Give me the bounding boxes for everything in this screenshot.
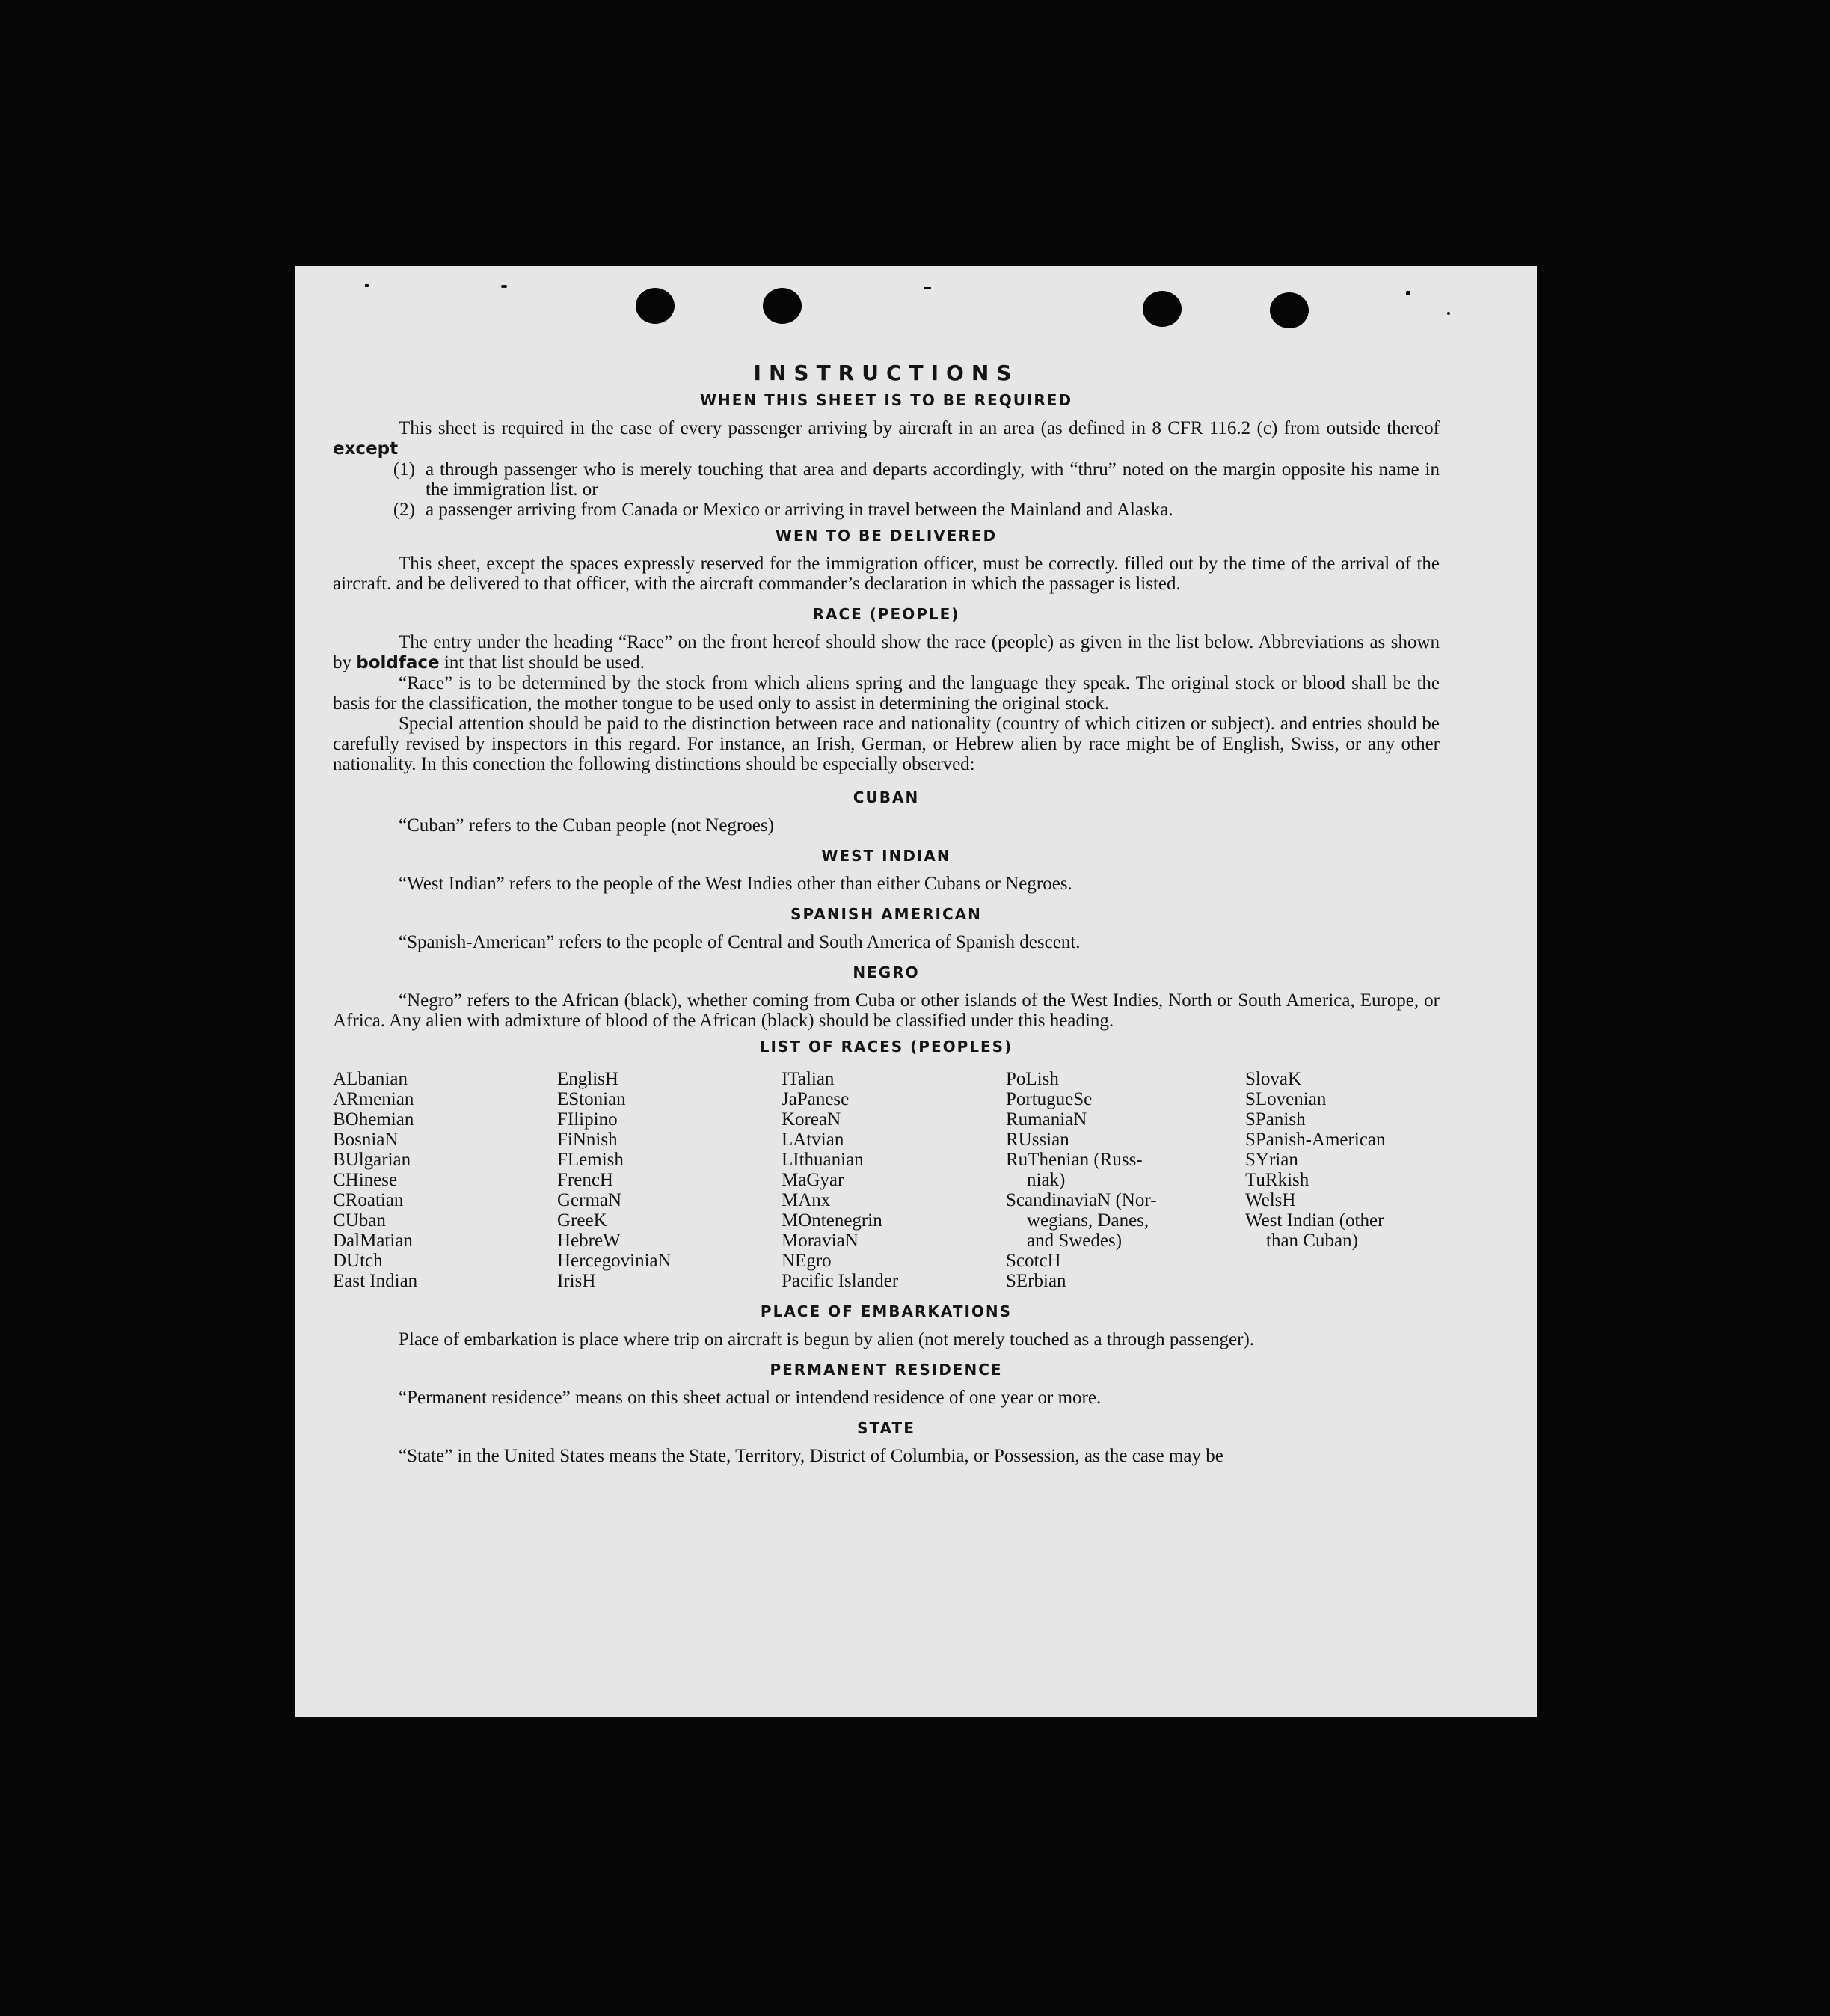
heading-race: RACE (PEOPLE) [812, 605, 960, 623]
race-entry: ARmenian [333, 1089, 414, 1109]
speck [365, 284, 369, 287]
race-entry: SErbian [1006, 1271, 1066, 1291]
bold-term: boldface [356, 653, 440, 672]
heading-residence: PERMANENT RESIDENCE [770, 1361, 1003, 1379]
race-entry: Pacific Islander [782, 1271, 899, 1291]
paragraph-when-required: This sheet is required in the case of every passenger arriving by aircraft in an area (as defined in 8 CFR 116.2 (c) from outside thereof except [333, 418, 1440, 459]
race-entry: MoraviaN [782, 1231, 859, 1251]
punch-hole [1270, 292, 1309, 328]
race-entry: SlovaK [1245, 1069, 1301, 1089]
paragraph-negro: “Negro” refers to the African (black), whether coming from Cuba or other islands of the West Indies, North or South America, Europe, or Africa. Any alien with admixture of blood of the African (black) should be classified under this heading. [333, 990, 1440, 1031]
punch-hole [636, 288, 675, 324]
race-entry: PortugueSe [1006, 1089, 1093, 1109]
list-item: (1) a through passenger who is merely touching that area and departs accordingly, with “thru” noted on the margin opposite his name in the immigration list. or [393, 459, 1440, 500]
race-entry: CUban [333, 1210, 386, 1231]
race-entry: RuThenian (Russ- [1006, 1150, 1143, 1170]
heading-cuban: CUBAN [853, 788, 920, 806]
heading-west-indian: WEST INDIAN [821, 847, 951, 865]
race-entry: FIlipino [557, 1109, 618, 1130]
race-entry: FiNnish [557, 1130, 618, 1150]
race-entry: FLemish [557, 1150, 624, 1170]
race-entry: RUssian [1006, 1130, 1069, 1150]
race-entry: MAnx [782, 1190, 831, 1210]
race-entry: RumaniaN [1006, 1109, 1087, 1130]
heading-when-delivered: WEN TO BE DELIVERED [775, 527, 998, 545]
document-sheet [295, 266, 1537, 1717]
race-entry: ScandinaviaN (Nor- [1006, 1190, 1157, 1210]
speck [1447, 312, 1450, 315]
race-entry: BUlgarian [333, 1150, 411, 1170]
race-entry: EnglisH [557, 1069, 618, 1089]
race-entry: TuRkish [1245, 1170, 1309, 1190]
race-entry: NEgro [782, 1251, 832, 1271]
race-entry: PoLish [1006, 1069, 1059, 1089]
list-item: (2) a passenger arriving from Canada or Mexico or arriving in travel between the Mainland and Alaska. [393, 500, 1173, 520]
paragraph-state: “State” in the United States means the State, Territory, District of Columbia, or Possession, as the case may be [399, 1446, 1223, 1466]
paragraph-embarkation: Place of embarkation is place where trip on aircraft is begun by alien (not merely touched as a through passenger). [399, 1329, 1255, 1349]
race-entry: SLovenian [1245, 1089, 1327, 1109]
heading-embarkation: PLACE OF EMBARKATIONS [760, 1302, 1013, 1320]
race-entry: DalMatian [333, 1231, 413, 1251]
race-entry: DUtch [333, 1251, 383, 1271]
race-entry: wegians, Danes, [1027, 1210, 1149, 1231]
race-entry: FrencH [557, 1170, 613, 1190]
race-entry: LIthuanian [782, 1150, 864, 1170]
paragraph-west-indian: “West Indian” refers to the people of the West Indies other than either Cubans or Negroes. [399, 874, 1072, 894]
race-column [557, 1069, 782, 1291]
race-entry: LAtvian [782, 1130, 844, 1150]
race-list [333, 1069, 1440, 1291]
race-entry: IrisH [557, 1271, 596, 1291]
paragraph-when-delivered: This sheet, except the spaces expressly reserved for the immigration officer, must be correctly. filled out by the time of the arrival of the aircraft. and be delivered to that officer, with the aircraft commander’s declaration in which the passager is listed. [333, 554, 1440, 594]
heading-negro: NEGRO [853, 963, 920, 981]
race-entry: than Cuban) [1266, 1231, 1358, 1251]
race-column [782, 1069, 1006, 1291]
speck [501, 285, 507, 288]
race-entry: MaGyar [782, 1170, 844, 1190]
race-entry: SYrian [1245, 1150, 1298, 1170]
race-entry: SPanish-American [1245, 1130, 1386, 1150]
race-entry: EStonian [557, 1089, 626, 1109]
paragraph-race-3: Special attention should be paid to the distinction between race and nationality (country of which citizen or subject). and entries should be carefully revised by inspectors in this regard. For instance, an Irish, German, or Hebrew alien by race might be of English, Swiss, or any other nationality. In this conection the following distinctions should be especially observed: [333, 714, 1440, 774]
race-entry: ALbanian [333, 1069, 408, 1089]
race-entry: BOhemian [333, 1109, 414, 1130]
exception-list [333, 459, 1440, 520]
paragraph-residence: “Permanent residence” means on this sheet actual or intendend residence of one year or more. [399, 1388, 1102, 1408]
heading-spanish-american: SPANISH AMERICAN [790, 905, 982, 923]
speck [1406, 291, 1410, 295]
race-entry: MOntenegrin [782, 1210, 882, 1231]
punch-hole [1143, 291, 1182, 327]
race-entry: East Indian [333, 1271, 418, 1291]
punch-hole [763, 288, 802, 324]
race-column [333, 1069, 557, 1291]
heading-when-required: WHEN THIS SHEET IS TO BE REQUIRED [699, 391, 1073, 409]
race-entry: and Swedes) [1027, 1231, 1123, 1251]
race-entry: WelsH [1245, 1190, 1296, 1210]
race-entry: JaPanese [782, 1089, 850, 1109]
race-entry: CRoatian [333, 1190, 404, 1210]
heading-state: STATE [857, 1419, 915, 1437]
paragraph-spanish-american: “Spanish-American” refers to the people of Central and South America of Spanish descent. [399, 932, 1081, 952]
race-entry: KoreaN [782, 1109, 841, 1130]
race-entry: GermaN [557, 1190, 622, 1210]
race-entry: SPanish [1245, 1109, 1306, 1130]
document-body [333, 363, 1440, 1466]
race-entry: BosniaN [333, 1130, 399, 1150]
race-entry: ITalian [782, 1069, 835, 1089]
paragraph-cuban: “Cuban” refers to the Cuban people (not Negroes) [399, 815, 774, 836]
race-column [1245, 1069, 1440, 1291]
race-entry: HebreW [557, 1231, 621, 1251]
race-entry: HercegoviniaN [557, 1251, 672, 1271]
paragraph-race-1: The entry under the heading “Race” on the front hereof should show the race (people) as given in the list below. Abbreviations as shown by boldface int that list should be used. [333, 632, 1440, 672]
race-entry: GreeK [557, 1210, 607, 1231]
bold-term: except [333, 439, 399, 459]
race-entry: CHinese [333, 1170, 398, 1190]
page-title: INSTRUCTIONS [753, 361, 1019, 385]
race-entry: ScotcH [1006, 1251, 1061, 1271]
race-entry: niak) [1027, 1170, 1066, 1190]
heading-list-of-races: LIST OF RACES (PEOPLES) [759, 1038, 1013, 1056]
speck [924, 287, 931, 289]
race-column [1006, 1069, 1245, 1291]
race-entry: West Indian (other [1245, 1210, 1384, 1231]
paragraph-race-2: “Race” is to be determined by the stock from which aliens spring and the language they speak. The original stock or blood shall be the basis for the classification, the mother tongue to be used only to assist in determining the original stock. [333, 673, 1440, 714]
